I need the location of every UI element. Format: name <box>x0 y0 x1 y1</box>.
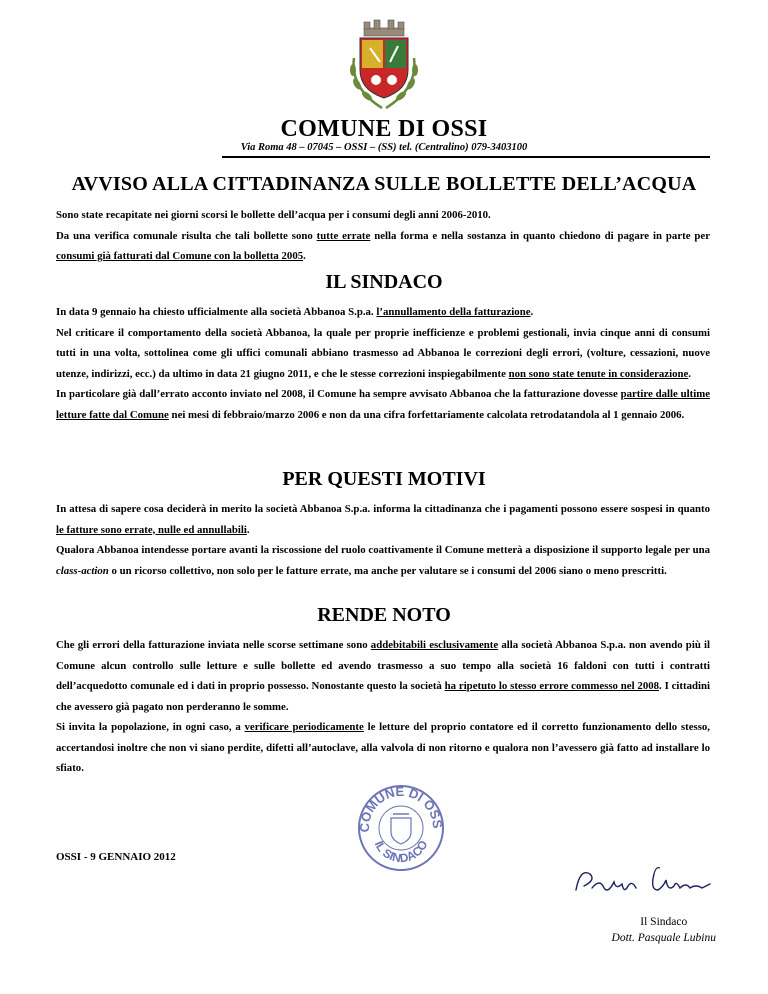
svg-text:COMUNE DI OSSI: COMUNE DI OSS <box>356 783 446 833</box>
text-run: nei mesi di febbraio/marzo 2006 e non da una cifra forfettariamente calcolata retrodatandola al 1 gennaio 2006. <box>168 408 685 421</box>
municipal-crest-icon <box>340 18 428 114</box>
notice-date: OSSI - 9 GENNAIO 2012 <box>56 851 176 863</box>
underlined-text: consumi già fatturati dal Comune con la bolletta 2005 <box>56 250 304 262</box>
rende-section <box>56 635 710 779</box>
municipality-address: Via Roma 48 – 07045 – OSSI – (SS) tel. (Centralino) 079-3403100 <box>240 142 528 153</box>
text-run: o un ricorso collettivo, non solo per le fatture errate, ma anche per valutare se i consumi del 2006 siano o meno prescritti. <box>108 564 667 577</box>
text-run: Si invita la popolazione, in ogni caso, a <box>56 721 245 733</box>
signature-block <box>612 914 716 946</box>
paragraph <box>56 635 710 717</box>
motivi-section <box>56 499 710 581</box>
svg-text:IL SINDACO: IL SINDACO <box>371 838 431 866</box>
text-run: Che gli errori della fatturazione inviata nelle scorse settimane sono <box>56 639 371 651</box>
underlined-text: partire dalle ultime letture fatte dal Comune <box>56 388 710 421</box>
text-run: . <box>303 250 306 262</box>
signer-role: Il Sindaco <box>640 916 688 928</box>
underlined-text: tutte errate <box>316 229 371 242</box>
handwritten-signature <box>570 860 716 906</box>
notice-heading: AVVISO ALLA CITTADINANZA SULLE BOLLETTE DELL’ACQUA <box>71 173 697 195</box>
emphasis: class-action <box>56 564 109 577</box>
rende-heading: RENDE NOTO <box>317 604 451 626</box>
text-run: In particolare già dall’errato acconto inviato nel 2008, il Comune ha sempre avvisato Abbanoa che la fatturazione dovesse <box>56 388 621 400</box>
paragraph <box>56 384 710 425</box>
signer-name: Dott. Pasquale Lubinu <box>611 932 716 944</box>
sindaco-section <box>56 302 710 425</box>
paragraph <box>56 323 710 385</box>
text-run: Nel criticare il comportamento della società Abbanoa, la quale per proprie inefficienze e problemi gestionali, invia cinque anni di consumi tutti in una volta, sottolinea come gli uffici comunali abbiano trasmesso ad Abbanoa le correzioni degli errori, (volture, cessazioni, nuove utenze, indirizzi, ecc.) da ultimo in data 21 giugno 2011, e che le stesse correzioni inspiegabilmente <box>56 326 710 380</box>
intro-section <box>56 205 710 267</box>
text-run: . <box>530 306 534 318</box>
text-run: nella forma e nella sostanza in quanto chiedono di pagare in parte per <box>370 229 710 242</box>
text-run: . <box>246 523 250 536</box>
underlined-text: ha ripetuto lo stesso errore commesso nel 2008 <box>444 680 660 692</box>
text-run: Qualora Abbanoa intendesse portare avanti la riscossione del ruolo coattivamente il Comune metterà a disposizione il supporto legale per una <box>56 544 710 556</box>
municipality-title: COMUNE DI OSSI <box>280 116 488 142</box>
underlined-text: addebitabili esclusivamente <box>370 639 499 651</box>
text-run: . I cittadini che avessero già pagato non perderanno le somme. <box>56 680 710 713</box>
paragraph <box>56 302 710 323</box>
text-run: . <box>688 367 691 380</box>
paragraph <box>56 717 710 779</box>
text-run: Da una verifica comunale risulta che tali bollette sono <box>56 229 317 242</box>
paragraph <box>56 205 710 226</box>
paragraph <box>56 499 710 540</box>
underlined-text: verificare periodicamente <box>244 721 364 733</box>
paragraph <box>56 226 710 267</box>
sindaco-heading: IL SINDACO <box>325 271 443 293</box>
text-run: Sono state recapitate nei giorni scorsi le bollette dell’acqua per i consumi degli anni 2006-2010. <box>56 209 491 221</box>
underlined-text: le fatture sono errate, nulle ed annullabili <box>56 523 247 536</box>
official-stamp-icon <box>355 782 447 874</box>
underlined-text: non sono state tenute in considerazione <box>508 367 689 380</box>
underlined-text: l’annullamento della fatturazione <box>376 306 531 318</box>
header-divider <box>222 156 710 158</box>
crown-icon <box>364 20 404 36</box>
motivi-heading: PER QUESTI MOTIVI <box>282 468 486 490</box>
text-run: le letture del proprio contatore ed il corretto funzionamento dello stesso, accertandosi inoltre che non vi siano perdite, difetti all’autoclave, alla valvola di non ritorno e qualora non l’avessero già fatto ad installare lo sfiato. <box>56 721 711 774</box>
text-run: In data 9 gennaio ha chiesto ufficialmente alla società Abbanoa S.p.a. <box>56 306 377 318</box>
text-run: alla società Abbanoa S.p.a. non avendo più il Comune alcun controllo sulle letture e sulle bollette ed avendo trasmesso a suo tempo alla società 16 faldoni con tutti i contratti dell’acquedotto comunale ed i dati in proprio possesso. Nonostante questo la società <box>56 639 711 692</box>
text-run: In attesa di sapere cosa deciderà in merito la società Abbanoa S.p.a. informa la cittadinanza che i pagamenti possono essere sospesi in quanto <box>56 503 710 515</box>
paragraph <box>56 540 710 581</box>
